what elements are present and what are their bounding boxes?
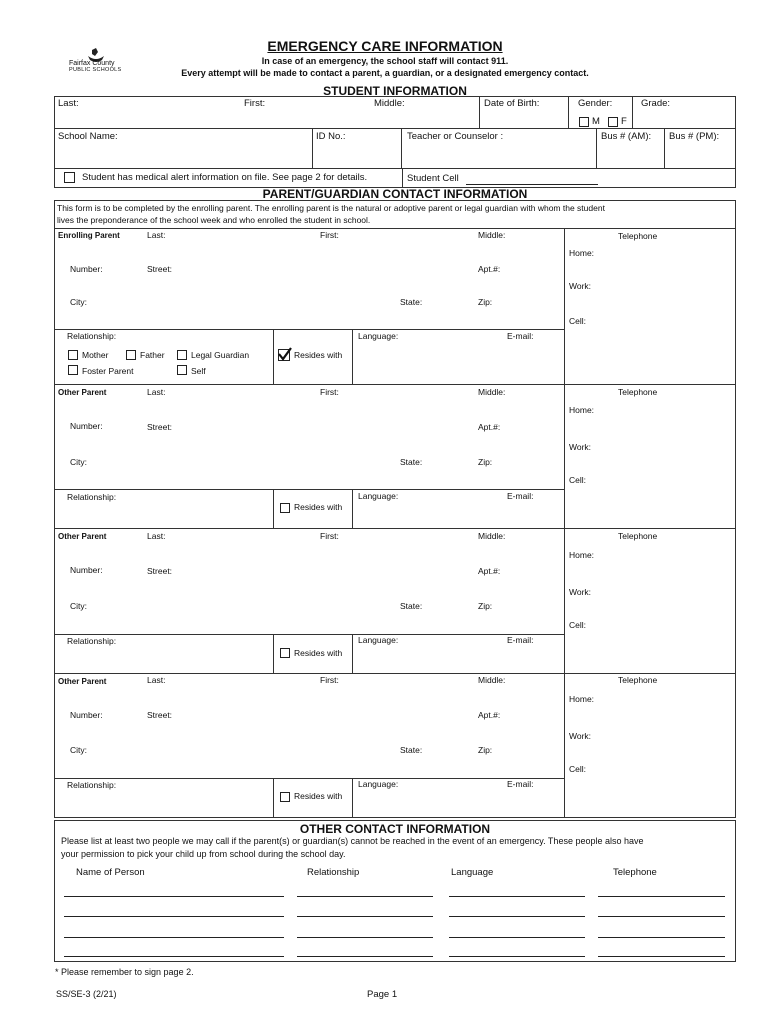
contact-4-name-line[interactable] (64, 956, 284, 957)
op2-resides-label: Resides with (294, 648, 343, 658)
ep-last-label: Last: (147, 230, 166, 240)
logo-line2: PUBLIC SCHOOLS (69, 67, 122, 73)
op1-zip-label: Zip: (478, 457, 493, 467)
op2-state-label: State: (400, 601, 423, 611)
subtitle-1: In case of an emergency, the school staff will contact 911. (261, 56, 509, 66)
op3-resides-checkbox[interactable] (280, 792, 290, 802)
ep-work-label: Work: (569, 281, 592, 291)
foster-parent-label: Foster Parent (82, 366, 134, 376)
father-checkbox[interactable] (126, 350, 136, 360)
op2-last-label: Last: (147, 531, 166, 541)
op1-city-label: City: (70, 457, 87, 467)
ep-state-label: State: (400, 297, 423, 307)
subtitle-2: Every attempt will be made to contact a parent, a guardian, or a designated emergency contact. (181, 68, 589, 78)
contact-1-language-line[interactable] (449, 896, 585, 897)
op2-apt-label: Apt.#: (478, 566, 501, 576)
op2-relationship-label: Relationship: (67, 636, 117, 646)
op2-cell-label: Cell: (569, 620, 587, 630)
op1-relationship-label: Relationship: (67, 492, 117, 502)
ep-relationship-label: Relationship: (67, 331, 117, 341)
student-grade-label: Grade: (641, 98, 671, 109)
ep-cell-label: Cell: (569, 316, 587, 326)
op1-resides-checkbox[interactable] (280, 503, 290, 513)
parent-intro-1: This form is to be completed by the enrolling parent. The enrolling parent is the natural or adoptive parent or legal guardian with whom the student (57, 203, 605, 213)
ep-resides-label: Resides with (294, 350, 343, 360)
contact-2-language-line[interactable] (449, 916, 585, 917)
ep-home-label: Home: (569, 248, 595, 258)
contact-1-name-line[interactable] (64, 896, 284, 897)
op3-relationship-label: Relationship: (67, 780, 117, 790)
col-relationship-header: Relationship (307, 867, 360, 878)
teacher-label: Teacher or Counselor : (407, 131, 504, 142)
school-name-label: School Name: (58, 131, 118, 142)
page-title: EMERGENCY CARE INFORMATION (267, 38, 503, 54)
op2-resides-checkbox[interactable] (280, 648, 290, 658)
medical-alert-label: Student has medical alert information on file. See page 2 for details. (82, 172, 368, 183)
contact-4-telephone-line[interactable] (598, 956, 725, 957)
op3-middle-label: Middle: (478, 675, 506, 685)
op1-work-label: Work: (569, 442, 592, 452)
op3-zip-label: Zip: (478, 745, 493, 755)
gender-f-checkbox[interactable] (608, 117, 618, 127)
student-dob-label: Date of Birth: (484, 98, 540, 109)
op2-first-label: First: (320, 531, 339, 541)
op1-home-label: Home: (569, 405, 595, 415)
foster-parent-checkbox[interactable] (68, 365, 78, 375)
op2-language-label: Language: (358, 635, 399, 645)
other-parent-3-label: Other Parent (58, 677, 107, 686)
op3-language-label: Language: (358, 779, 399, 789)
op1-language-label: Language: (358, 491, 399, 501)
parent-info-box (54, 200, 736, 818)
bus-am-label: Bus # (AM): (601, 131, 652, 142)
op3-first-label: First: (320, 675, 339, 685)
bus-pm-label: Bus # (PM): (669, 131, 720, 142)
other-parent-1-label: Other Parent (58, 388, 107, 397)
op2-telephone-label: Telephone (618, 531, 658, 541)
contact-2-name-line[interactable] (64, 916, 284, 917)
op3-cell-label: Cell: (569, 764, 587, 774)
op1-email-label: E-mail: (507, 491, 534, 501)
op3-email-label: E-mail: (507, 779, 534, 789)
enrolling-parent-label: Enrolling Parent (58, 231, 120, 240)
op1-telephone-label: Telephone (618, 387, 658, 397)
mother-label: Mother (82, 350, 109, 360)
ep-street-label: Street: (147, 264, 173, 274)
contact-3-telephone-line[interactable] (598, 937, 725, 938)
op3-home-label: Home: (569, 694, 595, 704)
other-contact-intro-2: your permission to pick your child up from school during the school day. (61, 849, 346, 859)
op3-apt-label: Apt.#: (478, 710, 501, 720)
op3-state-label: State: (400, 745, 423, 755)
gender-f-label: F (621, 116, 627, 127)
other-contact-section-title: OTHER CONTACT INFORMATION (299, 822, 491, 836)
op2-zip-label: Zip: (478, 601, 493, 611)
ep-resides-checkbox[interactable] (278, 349, 290, 361)
legal-guardian-checkbox[interactable] (177, 350, 187, 360)
other-contact-intro-1: Please list at least two people we may call if the parent(s) or guardian(s) cannot be reached in the event of an emergency. These people also have (61, 836, 644, 846)
form-id: SS/SE-3 (2/21) (56, 989, 117, 999)
page-number: Page 1 (367, 989, 398, 1000)
op2-street-label: Street: (147, 566, 173, 576)
student-middle-label: Middle: (374, 98, 405, 109)
contact-3-name-line[interactable] (64, 937, 284, 938)
col-name-header: Name of Person (76, 867, 145, 878)
contact-3-relationship-line[interactable] (297, 937, 433, 938)
op1-state-label: State: (400, 457, 423, 467)
id-no-label: ID No.: (316, 131, 346, 142)
op1-street-label: Street: (147, 422, 173, 432)
op3-city-label: City: (70, 745, 87, 755)
ep-email-label: E-mail: (507, 331, 534, 341)
col-telephone-header: Telephone (613, 867, 657, 878)
op2-city-label: City: (70, 601, 87, 611)
contact-3-language-line[interactable] (449, 937, 585, 938)
ep-first-label: First: (320, 230, 339, 240)
student-cell-label: Student Cell (407, 173, 459, 184)
medical-alert-checkbox[interactable] (64, 172, 75, 183)
contact-4-language-line[interactable] (449, 956, 585, 957)
op1-apt-label: Apt.#: (478, 422, 501, 432)
op3-work-label: Work: (569, 731, 592, 741)
student-gender-label: Gender: (578, 98, 613, 109)
student-section-title: STUDENT INFORMATION (323, 84, 467, 98)
contact-2-telephone-line[interactable] (598, 916, 725, 917)
op1-last-label: Last: (147, 387, 166, 397)
father-label: Father (140, 350, 165, 360)
op2-work-label: Work: (569, 587, 592, 597)
ep-language-label: Language: (358, 331, 399, 341)
op1-middle-label: Middle: (478, 387, 506, 397)
legal-guardian-label: Legal Guardian (191, 350, 250, 360)
op2-home-label: Home: (569, 550, 595, 560)
op2-number-label: Number: (70, 565, 103, 575)
op1-number-label: Number: (70, 421, 103, 431)
op2-email-label: E-mail: (507, 635, 534, 645)
op3-street-label: Street: (147, 710, 173, 720)
student-first-label: First: (244, 98, 266, 109)
op3-telephone-label: Telephone (618, 675, 658, 685)
ep-telephone-label: Telephone (618, 231, 658, 241)
op2-middle-label: Middle: (478, 531, 506, 541)
ep-middle-label: Middle: (478, 230, 506, 240)
checkmark-icon (278, 347, 292, 361)
student-last-label: Last: (58, 98, 79, 109)
other-parent-2-label: Other Parent (58, 532, 107, 541)
self-label: Self (191, 366, 206, 376)
gender-m-label: M (592, 116, 600, 127)
ep-zip-label: Zip: (478, 297, 493, 307)
ep-number-label: Number: (70, 264, 103, 274)
ep-apt-label: Apt.#: (478, 264, 501, 274)
contact-1-telephone-line[interactable] (598, 896, 725, 897)
contact-1-relationship-line[interactable] (297, 896, 433, 897)
parent-section-title: PARENT/GUARDIAN CONTACT INFORMATION (262, 187, 528, 201)
op3-number-label: Number: (70, 710, 103, 720)
ep-city-label: City: (70, 297, 87, 307)
mother-checkbox[interactable] (68, 350, 78, 360)
contact-4-relationship-line[interactable] (297, 956, 433, 957)
logo-line1: Fairfax County (69, 60, 115, 67)
op1-resides-label: Resides with (294, 502, 343, 512)
contact-2-relationship-line[interactable] (297, 916, 433, 917)
gender-m-checkbox[interactable] (579, 117, 589, 127)
op3-last-label: Last: (147, 675, 166, 685)
op1-first-label: First: (320, 387, 339, 397)
parent-intro-2: lives the preponderance of the school week and who enrolled the student in school. (57, 215, 371, 225)
col-language-header: Language (451, 867, 494, 878)
op1-cell-label: Cell: (569, 475, 587, 485)
sign-note: * Please remember to sign page 2. (55, 967, 194, 977)
self-checkbox[interactable] (177, 365, 187, 375)
op3-resides-label: Resides with (294, 791, 343, 801)
